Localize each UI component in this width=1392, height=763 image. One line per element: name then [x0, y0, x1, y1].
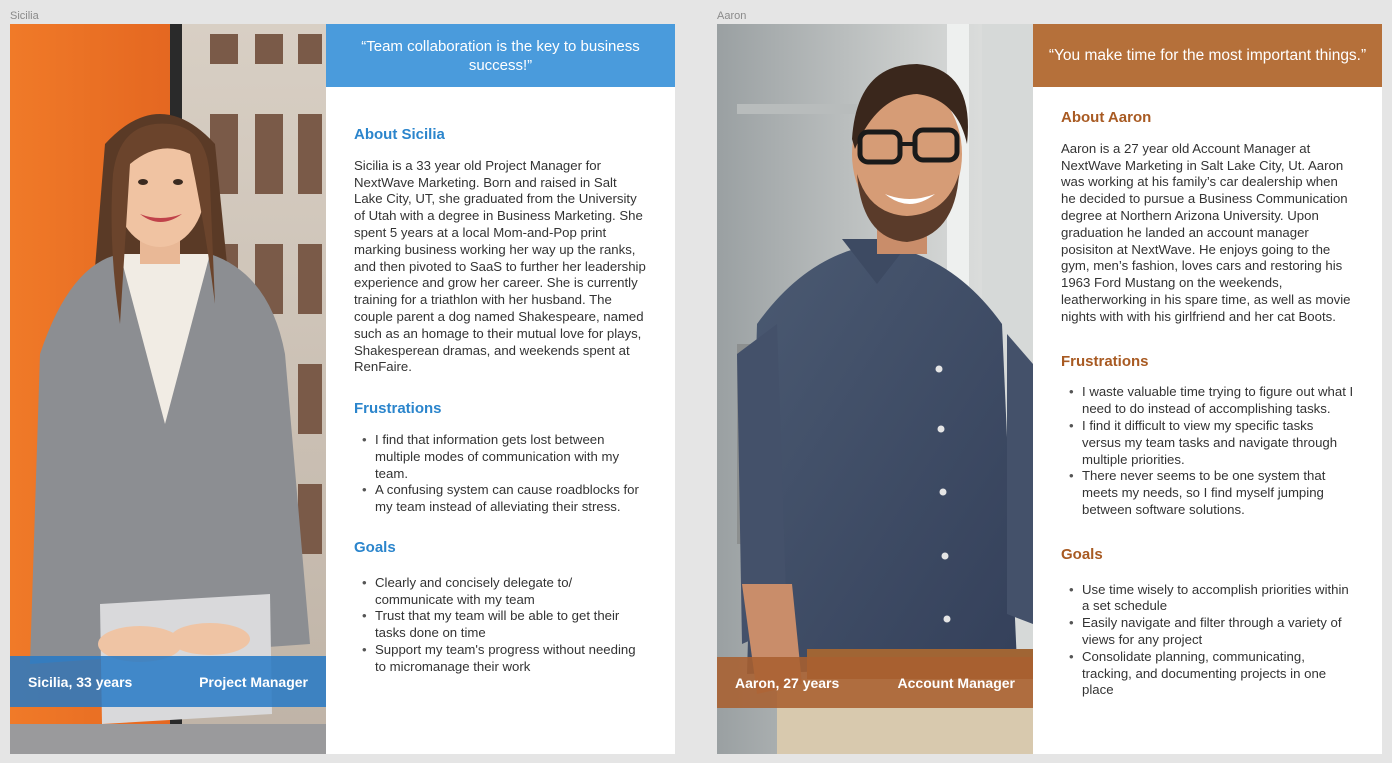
persona-card-aaron: [717, 24, 1382, 754]
frustrations-list: [1061, 384, 1354, 518]
frustrations-heading: Frustrations: [354, 400, 442, 418]
persona-quote-aaron: “You make time for the most important things.”: [1033, 24, 1382, 87]
persona-photo-aaron: [717, 24, 1033, 754]
about-text: Aaron is a 27 year old Account Manager at NextWave Marketing in Salt Lake City, Ut. Aaron was working at his family’s car dealership when he decided to pursue a Business Communication degree at Northern Arizona University. Upon graduation he landed an account manager posisiton at NextWave. He enjoys going to the gym, men’s fashion, loves cars and restoring his 1963 Ford Mustang on the weekends, leatherworking in his spare time, as well as movie nights with with his girlfriend and her cat Boots.: [1061, 140, 1351, 324]
persona-content-aaron: [1033, 110, 1382, 723]
about-heading: About Aaron: [1061, 109, 1152, 126]
goals-heading: Goals: [1061, 545, 1103, 563]
goals-heading: Goals: [354, 538, 396, 556]
list-item: • Support my team's progress without needing to micromanage their work: [354, 642, 647, 676]
persona-photo-sicilia: [10, 24, 326, 754]
persona-name-age: Aaron, 27 years: [735, 674, 840, 691]
persona-name-age: Sicilia, 33 years: [28, 673, 133, 690]
list-item: • Trust that my team will be able to get their tasks done on time: [354, 608, 647, 642]
list-item: • A confusing system can cause roadblocks for my team instead of alleviating their stress.: [354, 482, 647, 516]
frustrations-list: [354, 432, 647, 516]
list-item: • I find it difficult to view my specific tasks versus my team tasks and navigate through multiple priorities.: [1061, 418, 1354, 468]
persona-quote-sicilia: “Team collaboration is the key to business success!”: [326, 24, 675, 87]
about-text: Sicilia is a 33 year old Project Manager for NextWave Marketing. Born and raised in Salt Lake City, UT, she graduated from the University of Utah with a degree in Business Marketing. She spent 5 years at a local Mom-and-Pop print marking business working her way up the ranks, and then pivoted to SaaS to further her leadership experience and grow her career. She is currently training for a triathlon with her husband. The couple parent a dog named Shakespeare, named such as an homage to their mutual love for plays, Shakesperean dramas, and weekends spent at RenFaire.: [354, 157, 646, 375]
frame-label-aaron[interactable]: Aaron: [717, 10, 747, 22]
list-item: • I find that information gets lost between multiple modes of communication with my team.: [354, 432, 647, 482]
list-item: • I waste valuable time trying to figure out what I need to do instead of accomplishing tasks.: [1061, 384, 1354, 418]
goals-list: [354, 575, 647, 676]
frame-label-sicilia[interactable]: Sicilia: [10, 10, 39, 22]
persona-name-bar-aaron: [717, 657, 1033, 708]
persona-role: Project Manager: [199, 673, 308, 690]
persona-card-sicilia: [10, 24, 675, 754]
list-item: • Easily navigate and filter through a variety of views for any project: [1061, 615, 1354, 649]
persona-role: Account Manager: [897, 674, 1015, 691]
list-item: • Clearly and concisely delegate to/ communicate with my team: [354, 575, 647, 609]
list-item: • Consolidate planning, communicating, tracking, and documenting projects in one place: [1061, 649, 1354, 699]
goals-list: [1061, 582, 1354, 700]
frustrations-heading: Frustrations: [1061, 352, 1149, 370]
list-item: • Use time wisely to accomplish priorities within a set schedule: [1061, 582, 1354, 616]
about-heading: About Sicilia: [354, 126, 445, 143]
list-item: • There never seems to be one system that meets my needs, so I find myself jumping between software solutions.: [1061, 468, 1354, 518]
persona-name-bar-sicilia: [10, 656, 326, 707]
persona-content-sicilia: [326, 127, 675, 700]
